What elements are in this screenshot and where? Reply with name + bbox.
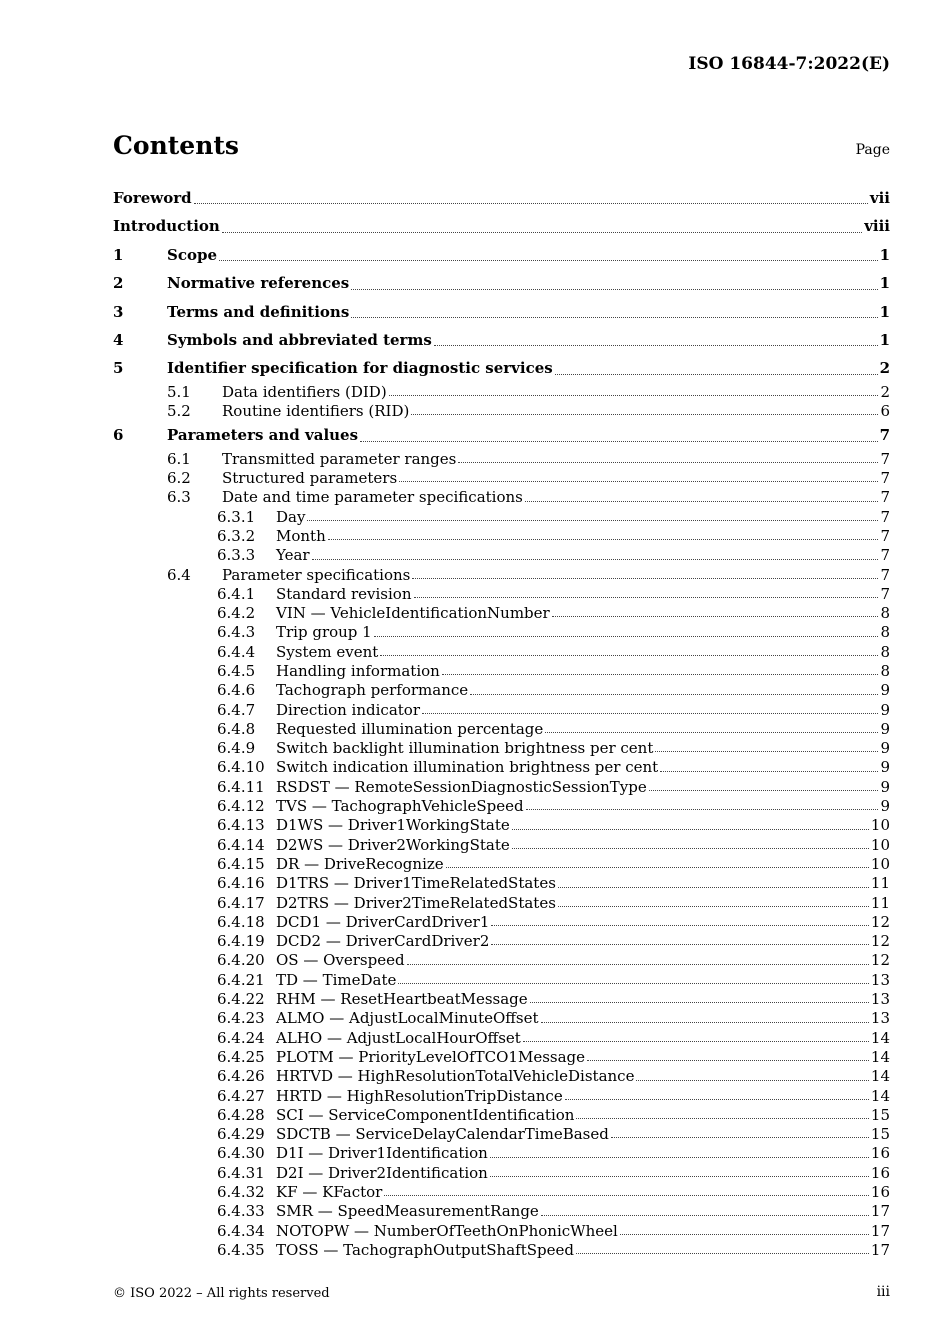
dot-leader <box>194 203 868 204</box>
toc-entry-number: 6.4.28 <box>217 1105 265 1124</box>
toc-entry-title: Normative references <box>167 274 350 293</box>
toc-entry-title: SMR — SpeedMeasurementRange <box>276 1202 539 1221</box>
dot-leader <box>328 539 879 540</box>
toc-entry[interactable] <box>113 778 890 797</box>
toc-entry-page: 9 <box>880 777 890 796</box>
toc-entry-page: 16 <box>870 1183 890 1201</box>
toc-entry[interactable] <box>113 469 890 488</box>
page-column-label: Page <box>855 142 890 158</box>
toc-entry-page: 13 <box>870 970 890 989</box>
toc-entry-number: 6.4.17 <box>217 893 265 912</box>
toc-entry-title: Transmitted parameter ranges <box>222 449 457 468</box>
toc-entry[interactable] <box>113 681 890 700</box>
toc-entry-page: 17 <box>870 1202 890 1221</box>
toc-entry[interactable] <box>113 623 890 642</box>
toc-entry-number: 6.4.1 <box>217 584 256 603</box>
dot-leader <box>545 732 878 733</box>
dot-leader <box>558 906 869 907</box>
toc-entry-page: 6 <box>880 402 890 421</box>
toc-entry-title: Routine identifiers (RID) <box>222 402 410 421</box>
toc-entry-title: TOSS — TachographOutputShaftSpeed <box>276 1240 574 1259</box>
toc-entry-page: 8 <box>880 642 890 661</box>
toc-entry[interactable] <box>113 990 890 1009</box>
toc-entry-page: 12 <box>870 932 890 951</box>
dot-leader <box>374 636 879 637</box>
toc-entry-title: Date and time parameter specifications <box>222 488 523 507</box>
dot-leader <box>611 1137 869 1138</box>
toc-entry-number: 6.4.6 <box>217 681 256 700</box>
dot-leader <box>526 809 879 810</box>
toc-entry-number: 6.4.16 <box>217 874 265 893</box>
dot-leader <box>407 964 869 965</box>
dot-leader <box>541 1022 869 1023</box>
toc-entry-number: 6.4.23 <box>217 1009 265 1028</box>
dot-leader <box>491 944 869 945</box>
toc-entry-number: 2 <box>113 274 124 293</box>
toc-entry-page: 14 <box>870 1086 890 1105</box>
toc-entry-number: 6.2 <box>167 469 191 488</box>
toc-entry-title: D1I — Driver1Identification <box>276 1144 488 1163</box>
dot-leader <box>490 1157 869 1158</box>
dot-leader <box>541 1215 869 1216</box>
toc-entry-number: 6.4.19 <box>217 932 265 951</box>
toc-entry-page: 2 <box>880 382 890 401</box>
toc-entry-page: 1 <box>879 330 890 349</box>
toc-entry[interactable] <box>113 269 890 297</box>
toc-entry-title: OS — Overspeed <box>276 951 405 970</box>
toc-entry-number: 1 <box>113 245 124 264</box>
toc-entry-page: 8 <box>880 623 890 642</box>
toc-entry-title: ALMO — AdjustLocalMinuteOffset <box>276 1009 539 1028</box>
toc-entry-number: 6.4.31 <box>217 1163 265 1182</box>
toc-entry-page: 17 <box>870 1221 890 1240</box>
dot-leader <box>412 578 878 579</box>
toc-entry-number: 4 <box>113 330 124 349</box>
toc-entry-number: 6.4.3 <box>217 623 256 642</box>
toc-entry-title: Requested illumination percentage <box>276 719 544 738</box>
toc-entry-title: SCI — ServiceComponentIdentification <box>276 1105 575 1124</box>
toc-entry-page: 14 <box>870 1047 890 1066</box>
dot-leader <box>398 983 869 984</box>
toc-entry-number: 6.1 <box>167 449 191 468</box>
toc-entry-title: PLOTM — PriorityLevelOfTCO1Message <box>276 1047 586 1066</box>
toc-entry[interactable] <box>113 354 890 382</box>
dot-leader <box>399 481 878 482</box>
toc-entry-number: 6.3.2 <box>217 526 256 545</box>
dot-leader <box>660 771 878 772</box>
toc-entry-title: Switch backlight illumination brightness per cent <box>276 739 654 758</box>
toc-entry[interactable] <box>113 894 890 913</box>
toc-entry[interactable] <box>113 1144 890 1163</box>
toc-entry[interactable] <box>113 971 890 990</box>
toc-entry-page: 16 <box>870 1163 890 1182</box>
toc-entry-page: 7 <box>880 507 890 526</box>
toc-entry-title: Parameter specifications <box>222 565 411 584</box>
toc-entry-number: 5.1 <box>167 382 191 401</box>
toc-entry[interactable] <box>113 720 890 739</box>
toc-entry-title: Terms and definitions <box>167 302 350 321</box>
toc-entry-number: 6.4.7 <box>217 700 256 719</box>
dot-leader <box>222 232 862 233</box>
toc-entry-title: DCD2 — DriverCardDriver2 <box>276 932 490 951</box>
toc-entry-number: 6.4.15 <box>217 854 265 873</box>
toc-entry[interactable] <box>113 1067 890 1086</box>
toc-entry[interactable] <box>113 326 890 354</box>
dot-leader <box>636 1080 868 1081</box>
toc-entry-page: 9 <box>880 681 890 700</box>
toc-entry[interactable] <box>113 951 890 970</box>
dot-leader <box>384 1195 869 1196</box>
toc-entry-number: 6.4.34 <box>217 1221 265 1240</box>
page-number: iii <box>876 1284 890 1300</box>
toc-entry-page: 7 <box>880 546 890 565</box>
toc-entry[interactable] <box>113 241 890 269</box>
toc-entry-number: 6.3.3 <box>217 546 256 565</box>
toc-entry-page: 9 <box>880 700 890 719</box>
toc-entry-title: Scope <box>167 245 218 264</box>
toc-entry[interactable] <box>113 212 890 240</box>
toc-entry[interactable] <box>113 758 890 777</box>
dot-leader <box>414 597 879 598</box>
toc-entry[interactable] <box>113 1202 890 1221</box>
toc-entry-title: Introduction <box>113 217 220 236</box>
toc-entry-title: D2TRS — Driver2TimeRelatedStates <box>276 893 556 912</box>
toc-entry[interactable] <box>113 184 890 212</box>
toc-entry-title: Symbols and abbreviated terms <box>167 330 432 349</box>
toc-entry-page: 7 <box>880 488 890 507</box>
dot-leader <box>351 289 877 290</box>
toc-entry-page: 12 <box>870 951 890 970</box>
toc-entry-number: 6.4 <box>167 565 191 584</box>
toc-entry-page: 10 <box>870 816 890 835</box>
toc-entry[interactable] <box>113 1183 890 1202</box>
toc-entry-title: TVS — TachographVehicleSpeed <box>276 797 524 816</box>
toc-entry-page: 14 <box>870 1067 890 1086</box>
toc-entry-number: 6.4.35 <box>217 1240 265 1259</box>
toc-entry-title: VIN — VehicleIdentificationNumber <box>276 604 550 623</box>
copyright-notice: © ISO 2022 – All rights reserved <box>113 1286 330 1301</box>
dot-leader <box>380 655 878 656</box>
toc-entry-page: 9 <box>880 739 890 758</box>
toc-entry-number: 6.4.10 <box>217 758 265 777</box>
toc-entry-page: 7 <box>880 526 890 545</box>
toc-entry-page: 7 <box>880 469 890 488</box>
toc-entry-page: 9 <box>880 758 890 777</box>
toc-entry[interactable] <box>113 566 890 585</box>
dot-leader <box>576 1253 869 1254</box>
toc-entry-page: 15 <box>870 1125 890 1144</box>
toc-entry-number: 6.4.24 <box>217 1028 265 1047</box>
dot-leader <box>490 1176 869 1177</box>
toc-entry-title: Foreword <box>113 189 192 207</box>
toc-entry-title: Direction indicator <box>276 700 420 719</box>
dot-leader <box>576 1118 868 1119</box>
dot-leader <box>470 694 878 695</box>
toc-entry-page: 8 <box>880 604 890 623</box>
toc-entry-page: 10 <box>870 854 890 873</box>
toc-entry-number: 6.4.4 <box>217 642 256 661</box>
dot-leader <box>360 441 878 442</box>
dot-leader <box>512 829 869 830</box>
toc-entry-number: 6.4.27 <box>217 1086 265 1105</box>
toc-entry[interactable] <box>113 450 890 469</box>
toc-entry-title: Parameters and values <box>167 426 359 445</box>
toc-entry-number: 5 <box>113 359 124 378</box>
toc-entry[interactable] <box>113 855 890 874</box>
toc-entry-number: 6.3.1 <box>217 507 256 526</box>
toc-entry-page: viii <box>864 217 890 236</box>
toc-entry-number: 6.4.12 <box>217 797 265 816</box>
dot-leader <box>307 520 878 521</box>
toc-entry-title: Trip group 1 <box>276 623 372 642</box>
toc-entry-page: 7 <box>880 565 890 584</box>
toc-entry-number: 6.4.2 <box>217 604 256 623</box>
toc-entry[interactable] <box>113 402 890 421</box>
toc-entry[interactable] <box>113 298 890 326</box>
dot-leader <box>491 925 869 926</box>
toc-entry-number: 6.4.22 <box>217 990 265 1009</box>
toc-entry-title: D1WS — Driver1WorkingState <box>276 816 510 835</box>
toc-entry-title: DR — DriveRecognize <box>276 854 444 873</box>
toc-entry-number: 6.4.33 <box>217 1202 265 1221</box>
dot-leader <box>655 751 878 752</box>
toc-entry-page: 1 <box>879 245 890 264</box>
toc-entry[interactable] <box>113 836 890 855</box>
toc-entry[interactable] <box>113 1222 890 1241</box>
toc-entry[interactable] <box>113 797 890 816</box>
toc-entry-page: 16 <box>870 1144 890 1163</box>
toc-entry-title: System event <box>276 642 379 661</box>
dot-leader <box>446 867 869 868</box>
toc-entry-title: Handling information <box>276 661 440 680</box>
toc-entry[interactable] <box>113 701 890 720</box>
toc-entry-number: 6.4.11 <box>217 777 265 796</box>
toc-entry-number: 5.2 <box>167 402 191 421</box>
contents-heading: Contents <box>113 131 240 160</box>
toc-entry-number: 6.3 <box>167 488 191 507</box>
toc-entry-page: 11 <box>870 893 890 912</box>
dot-leader <box>523 1041 869 1042</box>
toc-entry-number: 6.4.30 <box>217 1144 265 1163</box>
toc-entry[interactable] <box>113 1164 890 1183</box>
toc-entry-number: 3 <box>113 302 124 321</box>
toc-entry-title: Switch indication illumination brightness per cent <box>276 758 659 777</box>
dot-leader <box>389 395 879 396</box>
dot-leader <box>587 1060 869 1061</box>
toc-entry-title: HRTD — HighResolutionTripDistance <box>276 1086 563 1105</box>
toc-entry[interactable] <box>113 546 890 565</box>
toc-entry-number: 6.4.21 <box>217 970 265 989</box>
toc-entry[interactable] <box>113 527 890 546</box>
toc-entry[interactable] <box>113 913 890 932</box>
toc-entry-page: 9 <box>880 719 890 738</box>
toc-entry-page: 15 <box>870 1105 890 1124</box>
toc-entry-title: RHM — ResetHeartbeatMessage <box>276 990 528 1009</box>
dot-leader <box>552 616 879 617</box>
toc-entry-title: Standard revision <box>276 584 412 603</box>
toc-entry[interactable] <box>113 662 890 681</box>
toc-entry[interactable] <box>113 1106 890 1125</box>
toc-entry-number: 6.4.18 <box>217 912 265 931</box>
toc-entry-number: 6.4.13 <box>217 816 265 835</box>
toc-entry-page: 7 <box>879 426 890 445</box>
toc-entry[interactable] <box>113 1048 890 1067</box>
toc-entry-page: 7 <box>880 449 890 468</box>
dot-leader <box>458 462 878 463</box>
table-of-contents <box>113 184 890 1260</box>
dot-leader <box>512 848 869 849</box>
toc-entry-page: 13 <box>870 1009 890 1028</box>
dot-leader <box>219 260 878 261</box>
toc-entry[interactable] <box>113 816 890 835</box>
dot-leader <box>442 674 879 675</box>
toc-entry-page: 7 <box>880 584 890 603</box>
dot-leader <box>351 317 877 318</box>
toc-entry[interactable] <box>113 383 890 402</box>
dot-leader <box>620 1234 869 1235</box>
toc-entry[interactable] <box>113 488 890 507</box>
toc-entry[interactable] <box>113 643 890 662</box>
toc-entry-page: 1 <box>879 274 890 293</box>
toc-entry-title: Day <box>276 507 306 526</box>
toc-entry[interactable] <box>113 1087 890 1106</box>
toc-entry-page: 8 <box>880 661 890 680</box>
toc-entry-page: 10 <box>870 835 890 854</box>
toc-entry-number: 6.4.9 <box>217 739 256 758</box>
dot-leader <box>649 790 879 791</box>
toc-entry-page: 12 <box>870 912 890 931</box>
toc-entry-title: D2WS — Driver2WorkingState <box>276 835 510 854</box>
toc-entry-title: DCD1 — DriverCardDriver1 <box>276 912 490 931</box>
toc-entry[interactable] <box>113 508 890 527</box>
dot-leader <box>558 887 869 888</box>
dot-leader <box>565 1099 869 1100</box>
toc-entry-page: 9 <box>880 797 890 816</box>
toc-entry[interactable] <box>113 1241 890 1260</box>
dot-leader <box>411 414 878 415</box>
toc-entry[interactable] <box>113 1009 890 1028</box>
toc-entry-title: Structured parameters <box>222 469 398 488</box>
toc-entry-number: 6.4.20 <box>217 951 265 970</box>
toc-entry-title: D2I — Driver2Identification <box>276 1163 488 1182</box>
toc-entry-page: vii <box>869 189 890 207</box>
toc-entry-number: 6 <box>113 426 124 445</box>
toc-entry-page: 13 <box>870 990 890 1009</box>
toc-entry-number: 6.4.8 <box>217 719 256 738</box>
toc-entry-title: ALHO — AdjustLocalHourOffset <box>276 1028 521 1047</box>
toc-entry-title: KF — KFactor <box>276 1183 383 1201</box>
toc-entry[interactable] <box>113 421 890 449</box>
toc-entry-number: 6.4.32 <box>217 1183 265 1201</box>
toc-entry[interactable] <box>113 1125 890 1144</box>
toc-entry[interactable] <box>113 874 890 893</box>
dot-leader <box>312 559 879 560</box>
toc-entry-title: TD — TimeDate <box>276 970 397 989</box>
toc-entry[interactable] <box>113 604 890 623</box>
toc-entry-title: Tachograph performance <box>276 681 469 700</box>
dot-leader <box>555 374 878 375</box>
document-identifier: ISO 16844-7:2022(E) <box>688 54 890 74</box>
toc-entry-title: Year <box>276 546 310 565</box>
toc-entry-page: 1 <box>879 302 890 321</box>
dot-leader <box>525 501 879 502</box>
toc-entry-number: 6.4.26 <box>217 1067 265 1086</box>
toc-entry-page: 14 <box>870 1028 890 1047</box>
toc-entry-number: 6.4.14 <box>217 835 265 854</box>
toc-entry-title: D1TRS — Driver1TimeRelatedStates <box>276 874 556 893</box>
toc-entry-number: 6.4.5 <box>217 661 256 680</box>
toc-entry-title: Identifier specification for diagnostic services <box>167 359 553 378</box>
toc-entry-number: 6.4.29 <box>217 1125 265 1144</box>
toc-entry[interactable] <box>113 1029 890 1048</box>
toc-entry-title: RSDST — RemoteSessionDiagnosticSessionType <box>276 777 647 796</box>
toc-entry[interactable] <box>113 585 890 604</box>
dot-leader <box>422 713 878 714</box>
toc-entry-title: Month <box>276 526 326 545</box>
toc-entry-page: 2 <box>879 359 890 378</box>
toc-entry-title: SDCTB — ServiceDelayCalendarTimeBased <box>276 1125 609 1144</box>
toc-entry[interactable] <box>113 739 890 758</box>
toc-entry-page: 17 <box>870 1240 890 1259</box>
toc-entry-title: NOTOPW — NumberOfTeethOnPhonicWheel <box>276 1221 618 1240</box>
toc-entry-title: HRTVD — HighResolutionTotalVehicleDistance <box>276 1067 635 1086</box>
toc-entry-page: 11 <box>870 874 890 893</box>
dot-leader <box>434 345 878 346</box>
toc-entry-title: Data identifiers (DID) <box>222 382 387 401</box>
toc-entry[interactable] <box>113 932 890 951</box>
toc-entry-number: 6.4.25 <box>217 1047 265 1066</box>
dot-leader <box>530 1002 869 1003</box>
